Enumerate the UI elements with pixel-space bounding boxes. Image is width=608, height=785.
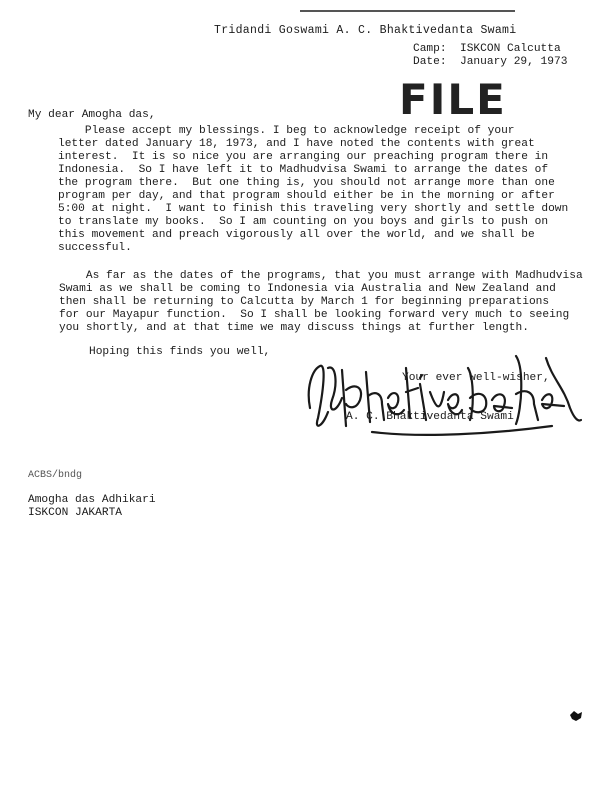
paragraph-line: successful. [58, 242, 132, 254]
paragraph-line: program per day, and that program should either be in the morning or after [58, 190, 555, 202]
paragraph-line: then shall be returning to Calcutta by March 1 for beginning preparations [59, 296, 550, 308]
paragraph-line: Swami as we shall be coming to Indonesia via Australia and New Zealand and [59, 283, 556, 295]
camp-line: Camp: ISKCON Calcutta [413, 43, 561, 55]
paragraph-line: this movement and preach vigorously all over the world, and we shall be [58, 229, 535, 241]
recipient-name: Amogha das Adhikari [28, 494, 156, 506]
paragraph-line: letter dated January 18, 1973, and I have noted the contents with great [58, 138, 535, 150]
handwritten-signature [302, 348, 582, 448]
paragraph-2 [59, 270, 583, 335]
letterhead-rule [300, 10, 515, 13]
file-stamp: FILE [399, 75, 507, 124]
date-line: Date: January 29, 1973 [413, 56, 568, 68]
closing-line: Hoping this finds you well, [89, 346, 271, 358]
paragraph-line: you shortly, and at that time we may discuss things at further length. [59, 322, 529, 334]
paragraph-line: Please accept my blessings. I beg to acknowledge receipt of your [58, 125, 515, 137]
paragraph-line: the program there. But one thing is, you should not arrange more than one [58, 177, 555, 189]
paragraph-line: As far as the dates of the programs, that you must arrange with Madhudvisa [59, 270, 583, 282]
signoff-line: Your ever well-wisher, [402, 372, 550, 384]
ink-speck [568, 709, 584, 723]
paragraph-line: Indonesia. So I have left it to Madhudvisa Swami to arrange the dates of [58, 164, 549, 176]
salutation: My dear Amogha das, [28, 109, 156, 121]
paragraph-line: 5:00 at night. I want to finish this traveling very shortly and settle down [58, 203, 569, 215]
paragraph-1 [58, 125, 568, 255]
reference-initials: ACBS/bndg [28, 470, 83, 481]
recipient-place: ISKCON JAKARTA [28, 507, 122, 519]
signature-name: A. C. Bhaktivedanta Swami [346, 411, 514, 423]
letterhead: Tridandi Goswami A. C. Bhaktivedanta Swami [214, 24, 517, 37]
paragraph-line: interest. It is so nice you are arranging our preaching program there in [58, 151, 549, 163]
paragraph-line: for our Mayapur function. So I shall be looking forward very much to seeing [59, 309, 570, 321]
paragraph-line: to translate my books. So I am counting on you boys and girls to push on [58, 216, 549, 228]
